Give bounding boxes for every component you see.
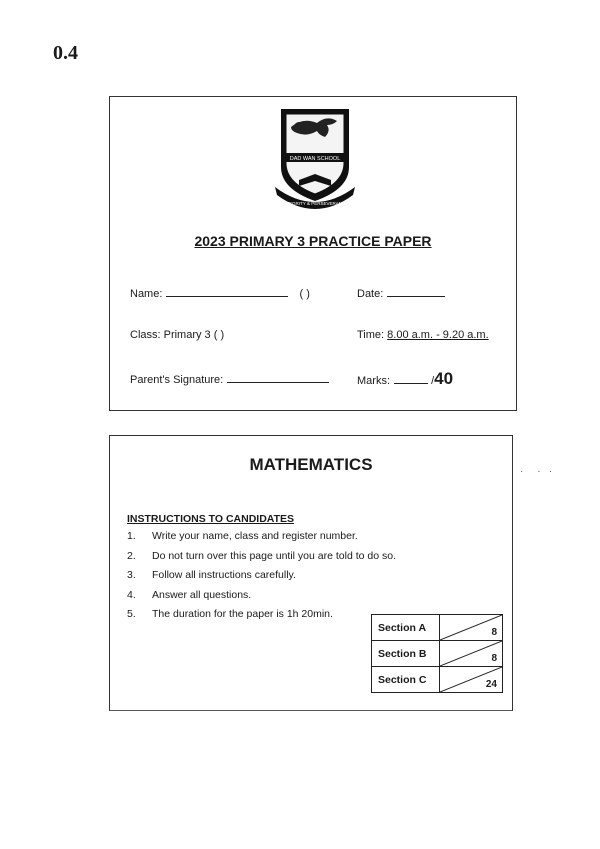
- subject-title: MATHEMATICS: [249, 455, 373, 474]
- name-field[interactable]: [130, 288, 310, 300]
- section-label: Section A: [372, 615, 440, 641]
- section-mark-cell[interactable]: [440, 641, 503, 667]
- instruction-number: 3.: [127, 569, 136, 581]
- name-blank-line[interactable]: [166, 295, 288, 297]
- marks-total: 40: [434, 369, 454, 388]
- register-bracket: ( ): [299, 288, 310, 300]
- name-label: Name:: [130, 288, 163, 300]
- school-crest-logo: [273, 105, 357, 215]
- instruction-number: 4.: [127, 588, 136, 601]
- time-field: [357, 329, 489, 341]
- instruction-item: [127, 530, 396, 550]
- instructions-list: [127, 530, 396, 628]
- marks-slash: /: [431, 375, 435, 387]
- date-label: Date:: [357, 288, 384, 300]
- instruction-text: Write your name, class and register number.: [152, 530, 358, 542]
- scan-speck-dots: · · ·: [520, 466, 553, 477]
- class-field: [130, 329, 224, 341]
- section-mark-cell[interactable]: [440, 667, 503, 693]
- table-row: [372, 641, 503, 667]
- cover-header-box: [109, 96, 517, 411]
- section-marks-table: [371, 614, 503, 693]
- instruction-item: [127, 589, 396, 609]
- instruction-item: [127, 550, 396, 570]
- section-label: Section C: [372, 667, 440, 693]
- crest-school-band: DAD WAN SCHOOL: [289, 156, 341, 162]
- instructions-box: [109, 435, 513, 711]
- class-label: Class: Primary 3 ( ): [130, 329, 225, 341]
- instruction-text: The duration for the paper is 1h 20min.: [152, 608, 333, 620]
- section-max-marks: 8: [491, 627, 497, 638]
- paper-title: 2023 PRIMARY 3 PRACTICE PAPER: [194, 233, 432, 249]
- marks-blank-line[interactable]: [394, 382, 428, 384]
- crest-motto-band: INTEGRITY & PERSEVERANCE: [281, 201, 349, 206]
- instructions-heading: INSTRUCTIONS TO CANDIDATES: [127, 513, 295, 525]
- date-field[interactable]: [357, 288, 445, 300]
- instruction-text: Answer all questions.: [152, 588, 252, 601]
- table-row: [372, 667, 503, 693]
- marks-field: [357, 369, 453, 389]
- section-label: Section B: [372, 641, 440, 667]
- signature-label: Parent's Signature:: [130, 374, 224, 386]
- instruction-item: [127, 608, 396, 628]
- instruction-number: 1.: [127, 530, 136, 542]
- instruction-text: Do not turn over this page until you are told to do so.: [152, 549, 396, 562]
- signature-blank-line[interactable]: [227, 381, 329, 383]
- time-value: 8.00 a.m. - 9.20 a.m.: [387, 329, 489, 341]
- instruction-item: [127, 569, 396, 589]
- date-blank-line[interactable]: [387, 295, 445, 297]
- page-number: 0.4: [53, 42, 78, 64]
- instruction-text: Follow all instructions carefully.: [152, 569, 296, 581]
- instruction-number: 2.: [127, 549, 136, 562]
- section-max-marks: 24: [485, 679, 497, 690]
- section-max-marks: 8: [491, 653, 497, 664]
- section-mark-cell[interactable]: [440, 615, 503, 641]
- table-row: [372, 615, 503, 641]
- signature-field[interactable]: [130, 374, 329, 386]
- time-label: Time:: [357, 329, 385, 341]
- instruction-number: 5.: [127, 608, 136, 620]
- marks-label: Marks:: [357, 375, 390, 387]
